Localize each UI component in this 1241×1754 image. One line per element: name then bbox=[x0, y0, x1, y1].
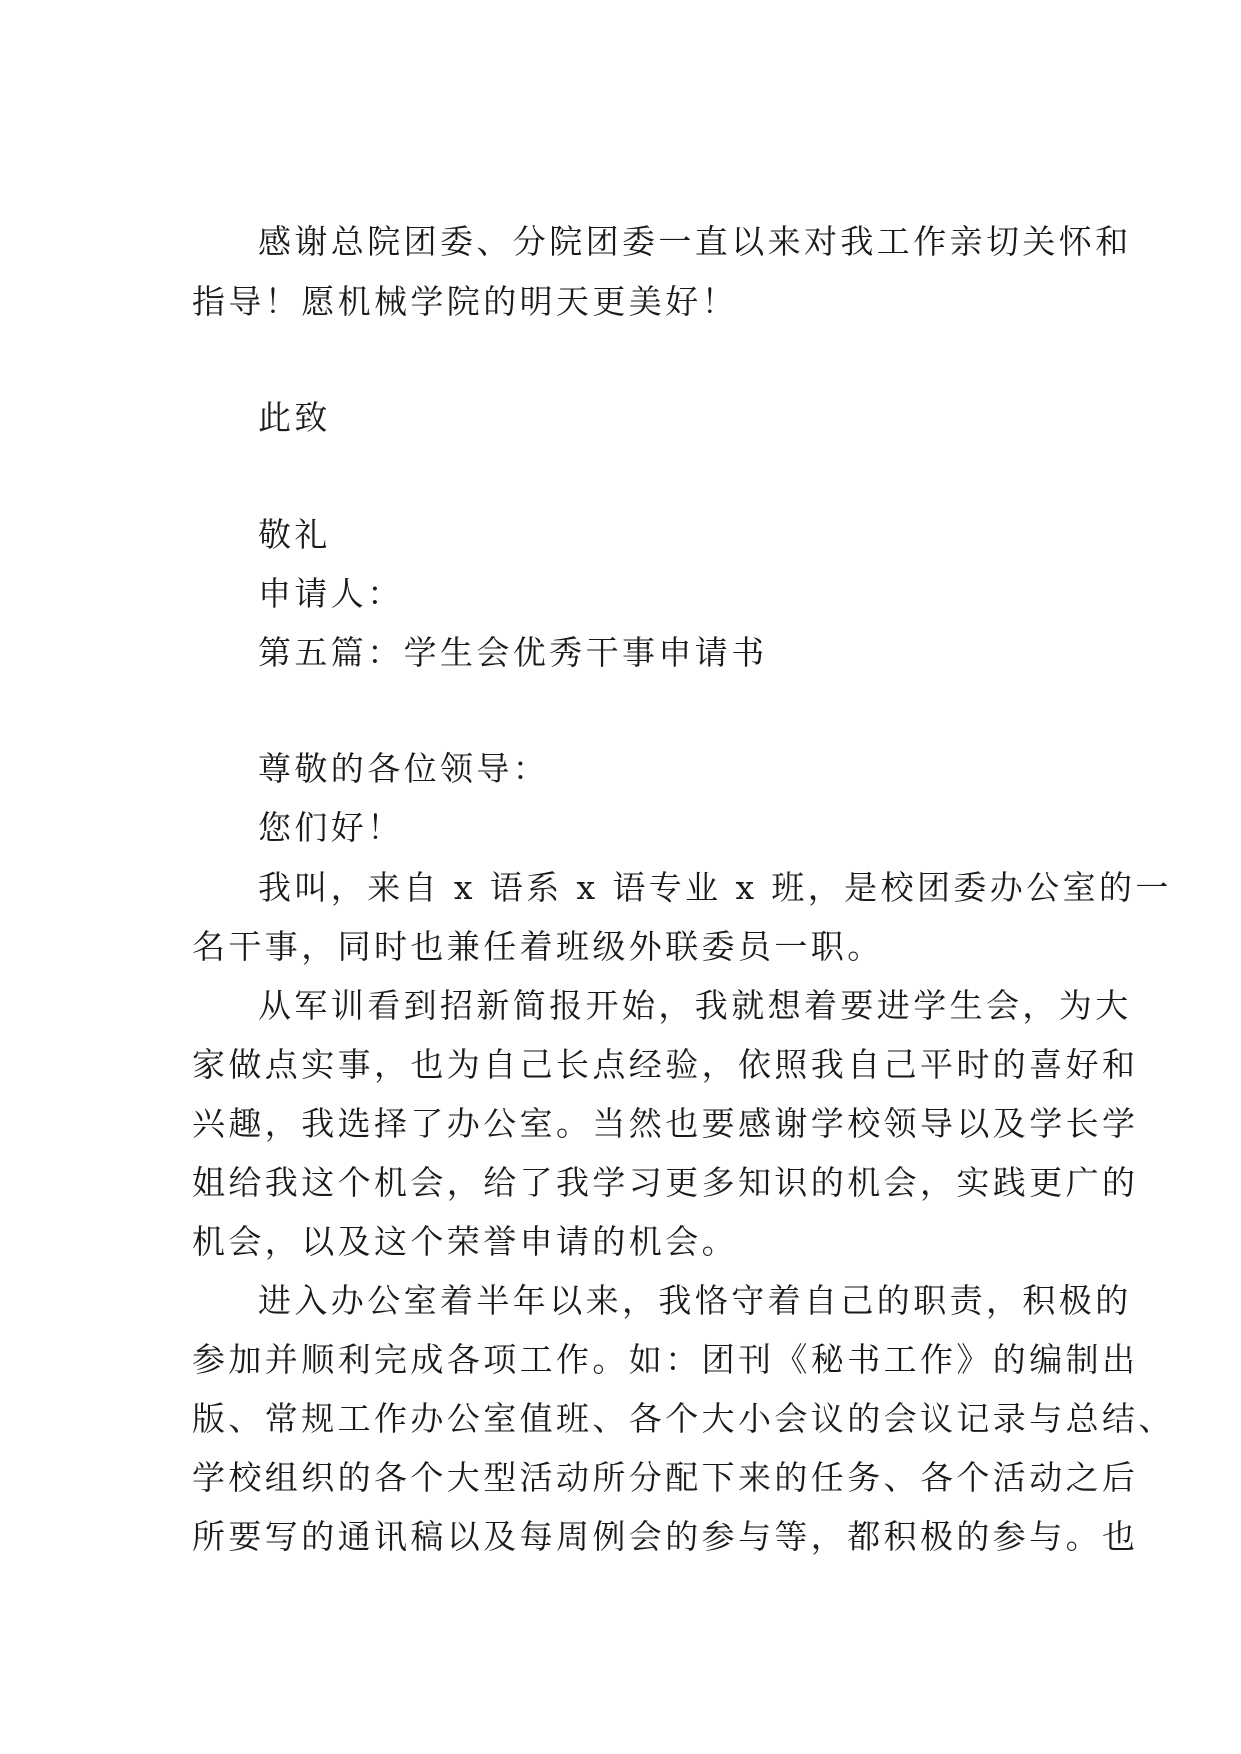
paragraph-line: 我叫，来自 x 语系 x 语专业 x 班，是校团委办公室的一 bbox=[258, 868, 1172, 907]
paragraph-line: 兴趣，我选择了办公室。当然也要感谢学校领导以及学长学 bbox=[192, 1104, 1139, 1143]
paragraph-line: 指导！愿机械学院的明天更美好！ bbox=[192, 282, 738, 321]
paragraph-line: 家做点实事，也为自己长点经验，依照我自己平时的喜好和 bbox=[192, 1045, 1139, 1084]
paragraph-line: 名干事，同时也兼任着班级外联委员一职。 bbox=[192, 927, 884, 966]
closing-salutation: 此致 bbox=[258, 398, 331, 437]
greeting-line: 尊敬的各位领导： bbox=[258, 749, 550, 788]
paragraph-line: 感谢总院团委、分院团委一直以来对我工作亲切关怀和 bbox=[258, 222, 1132, 261]
paragraph-line: 机会，以及这个荣誉申请的机会。 bbox=[192, 1222, 738, 1261]
paragraph-line: 进入办公室着半年以来，我恪守着自己的职责，积极的 bbox=[258, 1281, 1132, 1320]
paragraph-line: 所要写的通讯稿以及每周例会的参与等，都积极的参与。也 bbox=[192, 1517, 1139, 1556]
paragraph-line: 版、常规工作办公室值班、各个大小会议的会议记录与总结、 bbox=[192, 1399, 1175, 1438]
section-heading: 第五篇：学生会优秀干事申请书 bbox=[258, 633, 768, 672]
closing-regards: 敬礼 bbox=[258, 515, 331, 554]
paragraph-line: 姐给我这个机会，给了我学习更多知识的机会，实践更广的 bbox=[192, 1163, 1139, 1202]
greeting-line: 您们好！ bbox=[258, 808, 404, 847]
paragraph-line: 参加并顺利完成各项工作。如：团刊《秘书工作》的编制出 bbox=[192, 1340, 1139, 1379]
paragraph-line: 从军训看到招新简报开始，我就想着要进学生会，为大 bbox=[258, 986, 1132, 1025]
paragraph-line: 学校组织的各个大型活动所分配下来的任务、各个活动之后 bbox=[192, 1458, 1139, 1497]
applicant-signature-label: 申请人： bbox=[258, 574, 404, 613]
